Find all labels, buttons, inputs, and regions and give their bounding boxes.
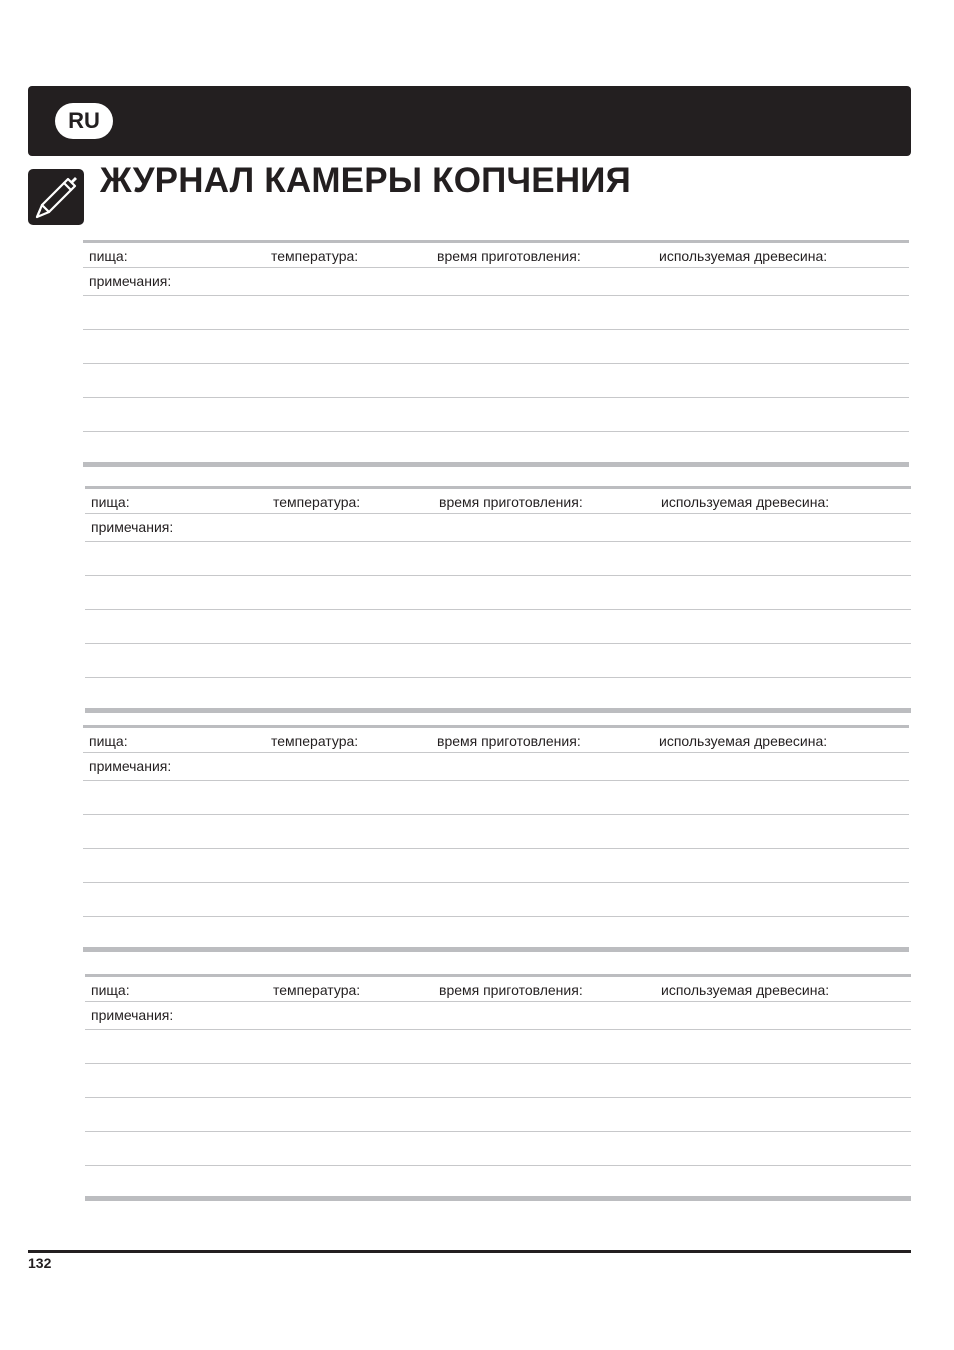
blank-line — [85, 1098, 911, 1132]
cooking-time-label: время приготовления: — [439, 494, 583, 510]
blank-line — [83, 364, 909, 398]
blank-line — [85, 1064, 911, 1098]
entry-bottom-rule — [85, 1196, 911, 1201]
language-header-bar — [28, 86, 911, 156]
entry-fields-row — [85, 489, 911, 514]
blank-line — [85, 576, 911, 610]
food-label: пища: — [89, 733, 128, 749]
entry-bottom-rule — [85, 708, 911, 713]
blank-line — [85, 1132, 911, 1166]
notes-label: примечания: — [91, 519, 174, 535]
page-title: ЖУРНАЛ КАМЕРЫ КОПЧЕНИЯ — [100, 161, 632, 200]
footer-rule — [28, 1250, 911, 1253]
blank-line — [83, 781, 909, 815]
pencil-icon — [28, 169, 84, 225]
smoke-log-entry — [85, 974, 911, 1205]
notes-label: примечания: — [89, 758, 172, 774]
entry-fields-row — [83, 728, 909, 753]
temperature-label: температура: — [273, 982, 361, 998]
food-label: пища: — [91, 494, 130, 510]
smoke-log-entry — [83, 725, 909, 956]
notes-row — [83, 268, 909, 296]
notes-label: примечания: — [91, 1007, 174, 1023]
wood-label: используемая древесина: — [659, 733, 828, 749]
wood-label: используемая древесина: — [659, 248, 828, 264]
smoke-log-entry — [85, 486, 911, 717]
entry-fields-row — [83, 243, 909, 268]
wood-label: используемая древесина: — [661, 494, 830, 510]
blank-line — [83, 296, 909, 330]
page-number: 132 — [28, 1255, 52, 1271]
blank-line — [85, 542, 911, 576]
notes-label: примечания: — [89, 273, 172, 289]
wood-label: используемая древесина: — [661, 982, 830, 998]
notes-row — [85, 514, 911, 542]
temperature-label: температура: — [271, 733, 359, 749]
blank-line — [85, 610, 911, 644]
cooking-time-label: время приготовления: — [439, 982, 583, 998]
temperature-label: температура: — [273, 494, 361, 510]
blank-line — [83, 849, 909, 883]
smoke-log-entry — [83, 240, 909, 471]
notes-row — [85, 1002, 911, 1030]
entry-bottom-rule — [83, 462, 909, 467]
blank-line — [83, 815, 909, 849]
notes-row — [83, 753, 909, 781]
language-badge: RU — [55, 103, 113, 139]
food-label: пища: — [89, 248, 128, 264]
blank-line — [85, 1030, 911, 1064]
temperature-label: температура: — [271, 248, 359, 264]
entry-bottom-rule — [83, 947, 909, 952]
blank-line — [83, 883, 909, 917]
cooking-time-label: время приготовления: — [437, 733, 581, 749]
blank-line — [83, 398, 909, 432]
blank-line — [83, 330, 909, 364]
entry-fields-row — [85, 977, 911, 1002]
cooking-time-label: время приготовления: — [437, 248, 581, 264]
blank-line — [85, 644, 911, 678]
food-label: пища: — [91, 982, 130, 998]
